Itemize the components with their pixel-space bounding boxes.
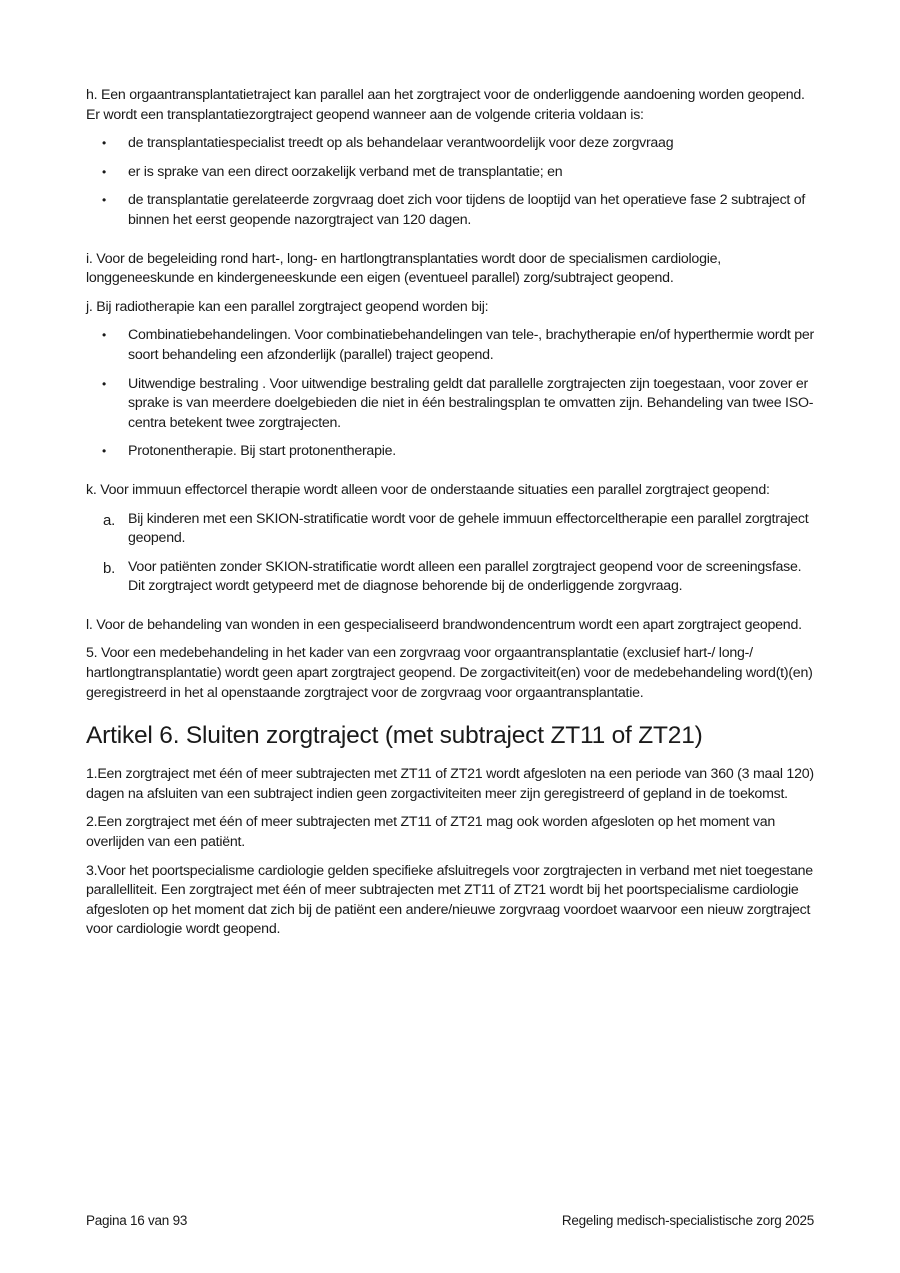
list-item xyxy=(86,558,816,597)
list-marker: b. xyxy=(103,559,116,577)
article-6-paragraph-3: 3.Voor het poortspecialisme cardiologie gelden specifieke afsluitregels voor zorgtrajecten in verband met niet toegestane parallelliteit. Een zorgtraject met één of meer subtrajecten met ZT11 of ZT21 wordt bij het poortspecialisme cardiologie afgesloten op het moment dat zich bij de patiënt een andere/nieuwe zorgvraag voordoet waarvoor een nieuw zorgtraject voor cardiologie wordt geopend. xyxy=(86,862,813,938)
list-item-text: Uitwendige bestraling . Voor uitwendige bestraling geldt dat parallelle zorgtrajecten zijn toegestaan, voor zover er sprake is van meerdere doelgebieden die niet in één bestralingsplan te omvatten zijn. Behandeling van twee ISO-centra betekent twee zorgtrajecten. xyxy=(128,375,814,431)
list-item xyxy=(86,375,816,434)
page-body xyxy=(86,86,816,949)
bullet-icon: • xyxy=(102,444,106,459)
bullet-icon: • xyxy=(102,136,106,151)
list-item xyxy=(86,134,816,154)
article-6-paragraph-2: 2.Een zorgtraject met één of meer subtrajecten met ZT11 of ZT21 mag ook worden afgesloten op het moment van overlijden van een patiënt. xyxy=(86,814,776,851)
article-6-heading: Artikel 6. Sluiten zorgtraject (met subtraject ZT11 of ZT21) xyxy=(86,722,703,750)
list-item-text: Voor patiënten zonder SKION-stratificatie wordt alleen een parallel zorgtraject geopend voor de screeningsfase. Dit zorgtraject wordt getypeerd met de diagnose behorende bij de onderliggende zorgvraag. xyxy=(128,558,802,595)
section-i: i. Voor de begeleiding rond hart-, long- en hartlongtransplantaties wordt door de specialismen cardiologie, longgeneeskunde en kindergeneeskunde een eigen (eventueel parallel) zorg/subtraject geopend. xyxy=(86,250,721,287)
bullet-icon: • xyxy=(102,376,106,391)
list-item xyxy=(86,163,816,183)
list-item-text: Bij kinderen met een SKION-stratificatie wordt voor de gehele immuun effectorceltherapie een parallel zorgtraject geopend. xyxy=(128,510,809,547)
list-item-text: Protonentherapie. Bij start protonentherapie. xyxy=(128,443,396,460)
list-marker: a. xyxy=(103,511,116,529)
article-6-paragraph-1: 1.Een zorgtraject met één of meer subtrajecten met ZT11 of ZT21 wordt afgesloten na een periode van 360 (3 maal 120) dagen na afsluiten van een subtraject indien geen zorgactiviteiten meer zijn geregistreerd of gepland in de toekomst. xyxy=(86,766,814,802)
section-j-intro: j. Bij radiotherapie kan een parallel zorgtraject geopend worden bij: xyxy=(86,298,489,315)
list-item xyxy=(86,326,816,365)
list-item xyxy=(86,510,816,549)
section-k-lettered-list xyxy=(86,510,816,597)
section-5: 5. Voor een medebehandeling in het kader van een zorgvraag voor orgaantransplantatie (exclusief hart-/ long-/ hartlongtransplantatie) wordt geen apart zorgtraject geopend. De zorgactiviteit(en) voor de medebehandeling word(t)(en) geregistreerd in het al openstaande zorgtraject voor de zorgvraag voor orgaantransplantatie. xyxy=(86,645,813,701)
list-item-text: er is sprake van een direct oorzakelijk verband met de transplantatie; en xyxy=(128,163,563,180)
page-number: Pagina 16 van 93 xyxy=(86,1213,188,1228)
list-item-text: Combinatiebehandelingen. Voor combinatiebehandelingen van tele-, brachytherapie en/of hyperthermie wordt per soort behandeling een afzonderlijk (parallel) traject geopend. xyxy=(128,327,814,363)
bullet-icon: • xyxy=(102,164,106,179)
bullet-icon: • xyxy=(102,193,106,208)
list-item-text: de transplantatie gerelateerde zorgvraag doet zich voor tijdens de looptijd van het operatieve fase 2 subtraject of binnen het eerst geopende nazorgtraject van 120 dagen. xyxy=(128,192,806,228)
list-item-text: de transplantatiespecialist treedt op als behandelaar verantwoordelijk voor deze zorgvraag xyxy=(128,135,674,152)
section-h-intro: h. Een orgaantransplantatietraject kan parallel aan het zorgtraject voor de onderliggende aandoening worden geopend. Er wordt een transplantatiezorgtraject geopend wanneer aan de volgende criteria voldaan is: xyxy=(86,87,805,123)
bullet-icon: • xyxy=(102,328,106,343)
section-h-bullet-list xyxy=(86,134,816,230)
list-item xyxy=(86,191,816,230)
list-item xyxy=(86,442,816,462)
document-title: Regeling medisch-specialistische zorg 2025 xyxy=(561,1213,814,1228)
section-k-intro: k. Voor immuun effectorcel therapie wordt alleen voor de onderstaande situaties een parallel zorgtraject geopend: xyxy=(86,481,770,498)
section-l: l. Voor de behandeling van wonden in een gespecialiseerd brandwondencentrum wordt een apart zorgtraject geopend. xyxy=(86,616,802,633)
section-j-bullet-list xyxy=(86,326,816,462)
page-footer xyxy=(86,1213,814,1228)
